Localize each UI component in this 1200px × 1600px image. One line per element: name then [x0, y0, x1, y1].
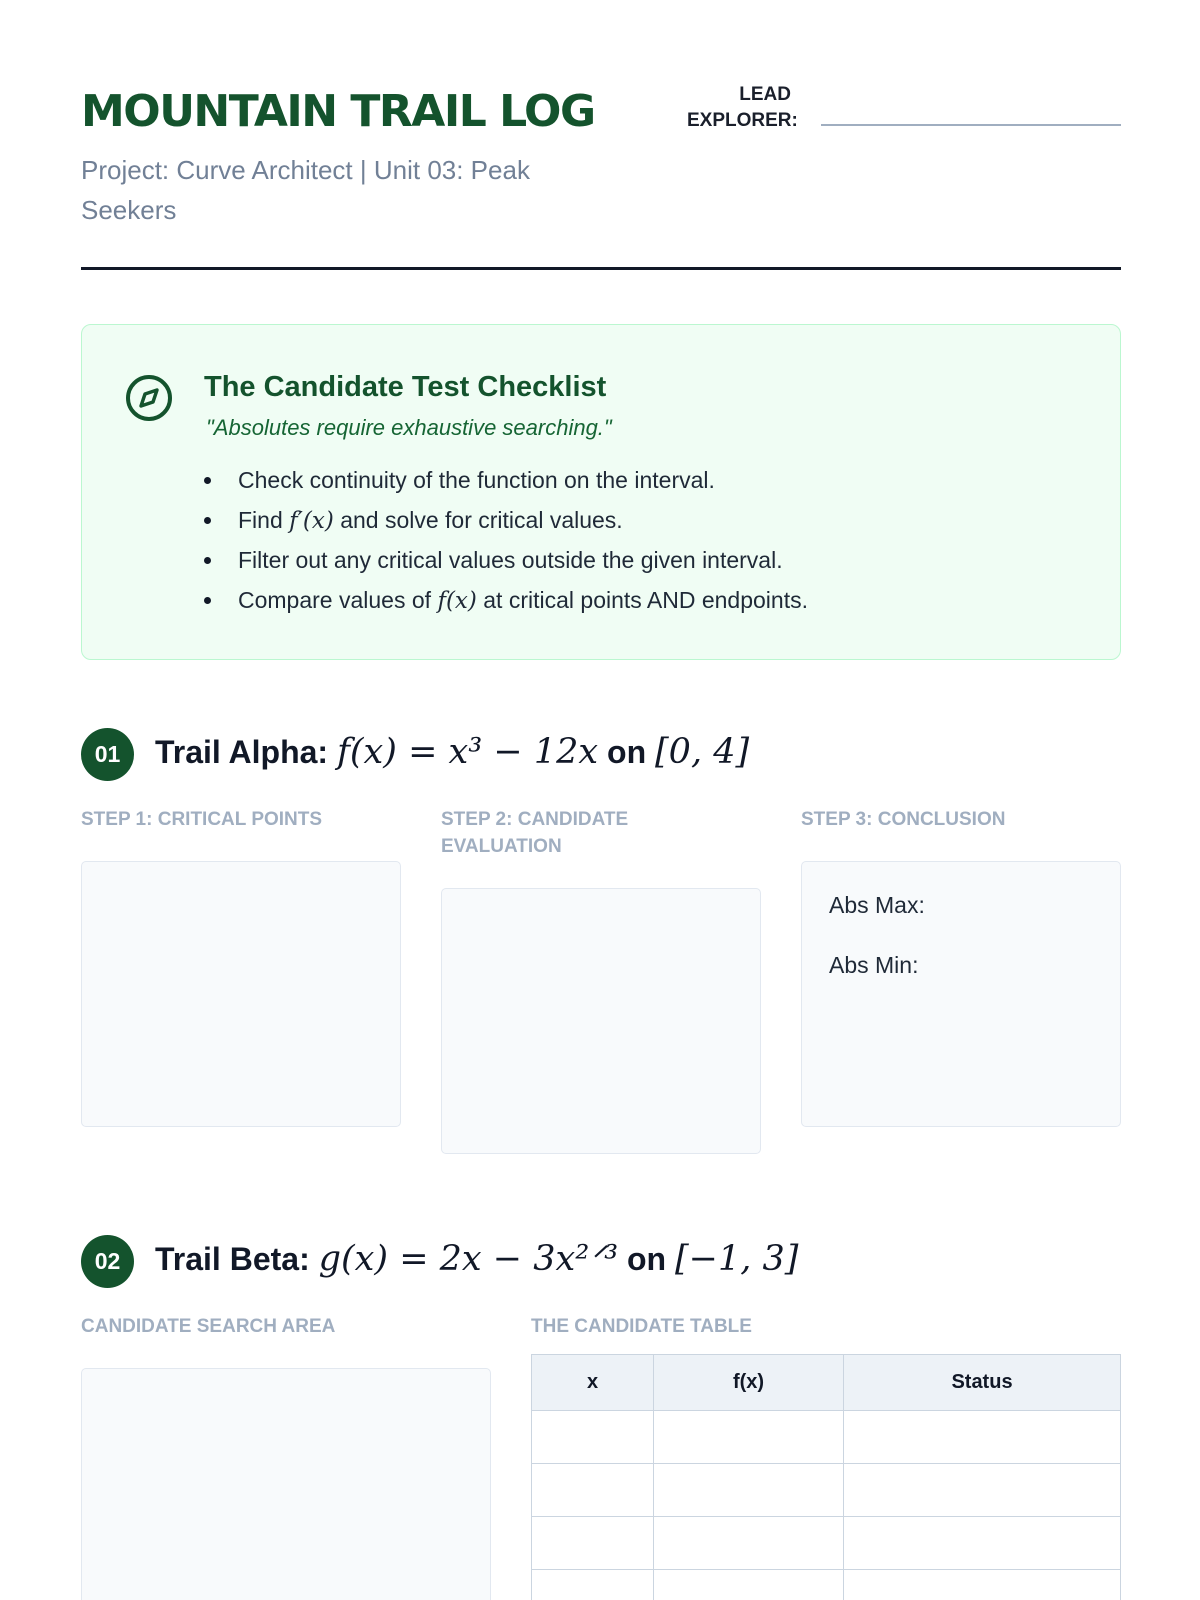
trail-beta-interval: [−1, 3] — [674, 1239, 799, 1279]
step1-label: STEP 1: CRITICAL POINTS — [81, 809, 323, 830]
candidate-evaluation-work-area[interactable] — [441, 888, 761, 1154]
trail-alpha-title: Trail Alpha: f(x) = x³ − 12x on [0, 4] — [155, 732, 750, 772]
table-cell-fx[interactable] — [654, 1517, 844, 1570]
candidate-search-work-area[interactable] — [81, 1368, 491, 1600]
checklist-quote: "Absolutes require exhaustive searching." — [206, 415, 612, 440]
page-title: MOUNTAIN TRAIL LOG — [81, 86, 595, 137]
checklist-item: Compare values of f(x) at critical points AND endpoints. — [204, 583, 808, 623]
table-row — [532, 1411, 1121, 1464]
trail-beta-function: g(x) = 2x − 3x²ᐟ³ — [318, 1239, 619, 1279]
column-header-x: x — [532, 1355, 654, 1411]
column-header-status: Status — [844, 1355, 1121, 1411]
lead-explorer-label: LEAD EXPLORER: — [687, 84, 798, 131]
table-row — [532, 1570, 1121, 1600]
candidate-table-label: THE CANDIDATE TABLE — [531, 1316, 752, 1337]
table-row — [532, 1464, 1121, 1517]
checklist-item: Filter out any critical values outside the given interval. — [204, 543, 808, 583]
checklist-title: The Candidate Test Checklist — [204, 371, 607, 403]
checklist-items — [204, 463, 808, 623]
table-cell-status[interactable] — [844, 1517, 1121, 1570]
trail-alpha-interval: [0, 4] — [655, 732, 750, 772]
step3-label: STEP 3: CONCLUSION — [801, 809, 1006, 830]
table-cell-x[interactable] — [532, 1517, 654, 1570]
section-number-badge: 01 — [81, 728, 134, 781]
table-cell-fx[interactable] — [654, 1464, 844, 1517]
table-cell-x[interactable] — [532, 1464, 654, 1517]
section-number-badge: 02 — [81, 1235, 134, 1288]
checklist-item: Check continuity of the function on the interval. — [204, 463, 808, 503]
table-cell-x[interactable] — [532, 1570, 654, 1600]
candidate-table — [531, 1354, 1121, 1600]
table-row — [532, 1517, 1121, 1570]
project-subtitle: Project: Curve Architect | Unit 03: Peak Seekers — [81, 155, 530, 225]
table-cell-status[interactable] — [844, 1411, 1121, 1464]
lead-explorer-field[interactable] — [821, 124, 1121, 126]
table-header-row — [532, 1355, 1121, 1411]
checklist-item: Find f′(x) and solve for critical values. — [204, 503, 808, 543]
abs-max-label: Abs Max: — [829, 892, 925, 918]
search-area-label: CANDIDATE SEARCH AREA — [81, 1316, 336, 1337]
critical-points-work-area[interactable] — [81, 861, 401, 1127]
abs-min-label: Abs Min: — [829, 952, 919, 978]
table-cell-status[interactable] — [844, 1570, 1121, 1600]
compass-icon — [124, 373, 174, 423]
table-cell-fx[interactable] — [654, 1570, 844, 1600]
candidate-test-checklist — [81, 324, 1121, 660]
step2-label: STEP 2: CANDIDATE EVALUATION — [441, 809, 629, 857]
trail-alpha-function: f(x) = x³ − 12x — [336, 732, 599, 772]
worksheet-header — [81, 80, 1121, 270]
column-header-fx: f(x) — [654, 1355, 844, 1411]
table-cell-x[interactable] — [532, 1411, 654, 1464]
table-cell-status[interactable] — [844, 1464, 1121, 1517]
header-divider — [81, 267, 1121, 270]
table-cell-fx[interactable] — [654, 1411, 844, 1464]
trail-beta-title: Trail Beta: g(x) = 2x − 3x²ᐟ³ on [−1, 3] — [155, 1239, 799, 1279]
conclusion-work-area[interactable] — [801, 861, 1121, 1127]
